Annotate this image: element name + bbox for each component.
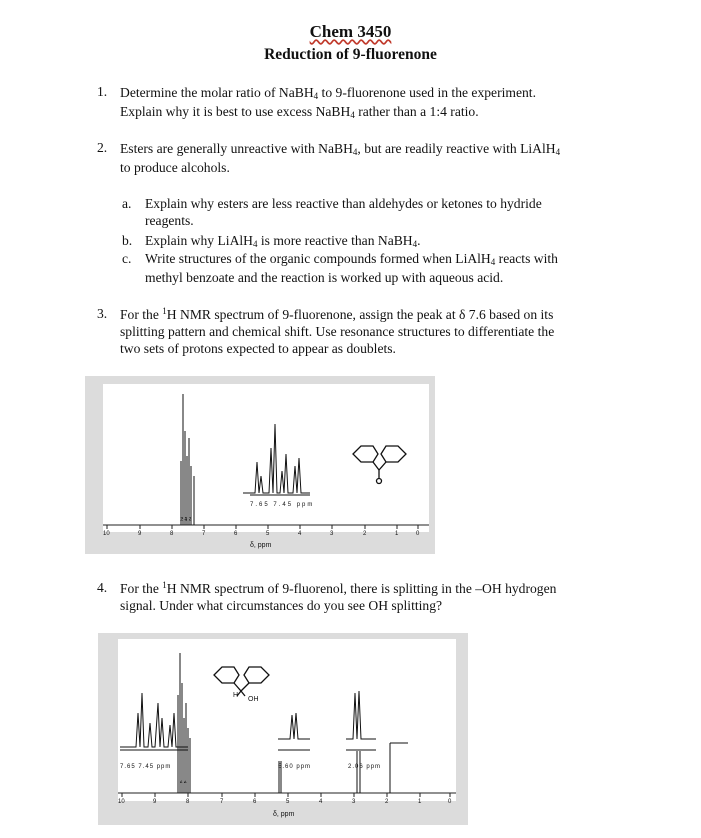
subpart-c-letter: c. — [122, 251, 132, 266]
subpart-c-text — [145, 250, 558, 286]
course-title: Chem 3450 — [309, 22, 392, 41]
subpart-a-line-2: reagents. — [145, 213, 194, 228]
question-4-line-2: signal. Under what circumstances do you see OH splitting? — [120, 598, 443, 613]
inset-axis-labels: 7.65 7.45 ppm — [250, 502, 315, 508]
question-2-text — [120, 140, 560, 176]
inset-1-labels: 7.65 7.45 ppm — [120, 764, 172, 770]
question-1-line-1: Determine the molar ratio of NaBH$_4$ to 9-fluorenone used in the experiment. — [120, 85, 536, 101]
subpart-c-line-2: methyl benzoate and the reaction is worked up with aqueous acid. — [145, 270, 504, 285]
question-2-number: 2. — [97, 140, 108, 155]
question-3-number: 3. — [97, 306, 108, 321]
integration-label: 4 4 — [180, 780, 187, 786]
question-2-line-2: to produce alcohols. — [120, 160, 230, 175]
subpart-b-text: Explain why LiAlH$_4$ is more reactive than NaBH$_4$. — [145, 233, 421, 249]
question-4-line-1: For the $^1$H NMR spectrum of 9-fluorenol, there is splitting in the –OH hydrogen — [120, 580, 557, 596]
page-subtitle: Reduction of 9-fluorenone — [264, 46, 437, 63]
axis-label: δ, ppm — [250, 542, 272, 549]
question-4-text — [120, 580, 556, 614]
question-3-line-1: For the $^1$H NMR spectrum of 9-fluorenone, assign the peak at δ 7.6 based on its — [120, 306, 554, 322]
question-4-number: 4. — [97, 580, 108, 595]
axis-label: δ, ppm — [273, 811, 295, 818]
subpart-a-letter: a. — [122, 196, 132, 211]
question-3-text — [120, 306, 554, 357]
nmr-spectrum-fluorenone: 7.65 7.45 ppm 2 4 2 10 9 8 7 6 5 4 3 2 1 0 δ, ppm — [85, 376, 435, 554]
structure-label-h: H — [233, 692, 239, 699]
question-3-line-2: splitting pattern and chemical shift. Use resonance structures to differentiate the — [120, 324, 555, 339]
structure-label-oh: OH — [248, 696, 259, 703]
subpart-a-text — [145, 195, 542, 229]
inset-2-labels: 5.60 ppm — [278, 764, 312, 770]
subpart-c-line-1: Write structures of the organic compounds formed when LiAlH$_4$ reacts with — [145, 251, 558, 267]
question-1-line-2: Explain why it is best to use excess NaBH$_4$ rather than a 1:4 ratio. — [120, 104, 479, 120]
integration-label: 2 4 2 — [180, 517, 192, 523]
subpart-b-letter: b. — [122, 233, 133, 248]
question-1-text — [120, 84, 536, 122]
nmr-spectrum-fluorenol: H OH 7.65 7.45 ppm 5.60 ppm 2.06 ppm 4 4 10 9 8 7 6 5 4 3 2 1 0 δ, ppm — [98, 633, 468, 825]
question-1-number: 1. — [97, 84, 108, 99]
subpart-a-line-1: Explain why esters are less reactive than aldehydes or ketones to hydride — [145, 196, 542, 211]
inset-3-labels: 2.06 ppm — [348, 764, 382, 770]
question-2-line-1: Esters are generally unreactive with NaBH$_4$, but are readily reactive with LiAlH$_4$ — [120, 141, 561, 157]
question-3-line-3: two sets of protons expected to appear as doublets. — [120, 341, 396, 356]
